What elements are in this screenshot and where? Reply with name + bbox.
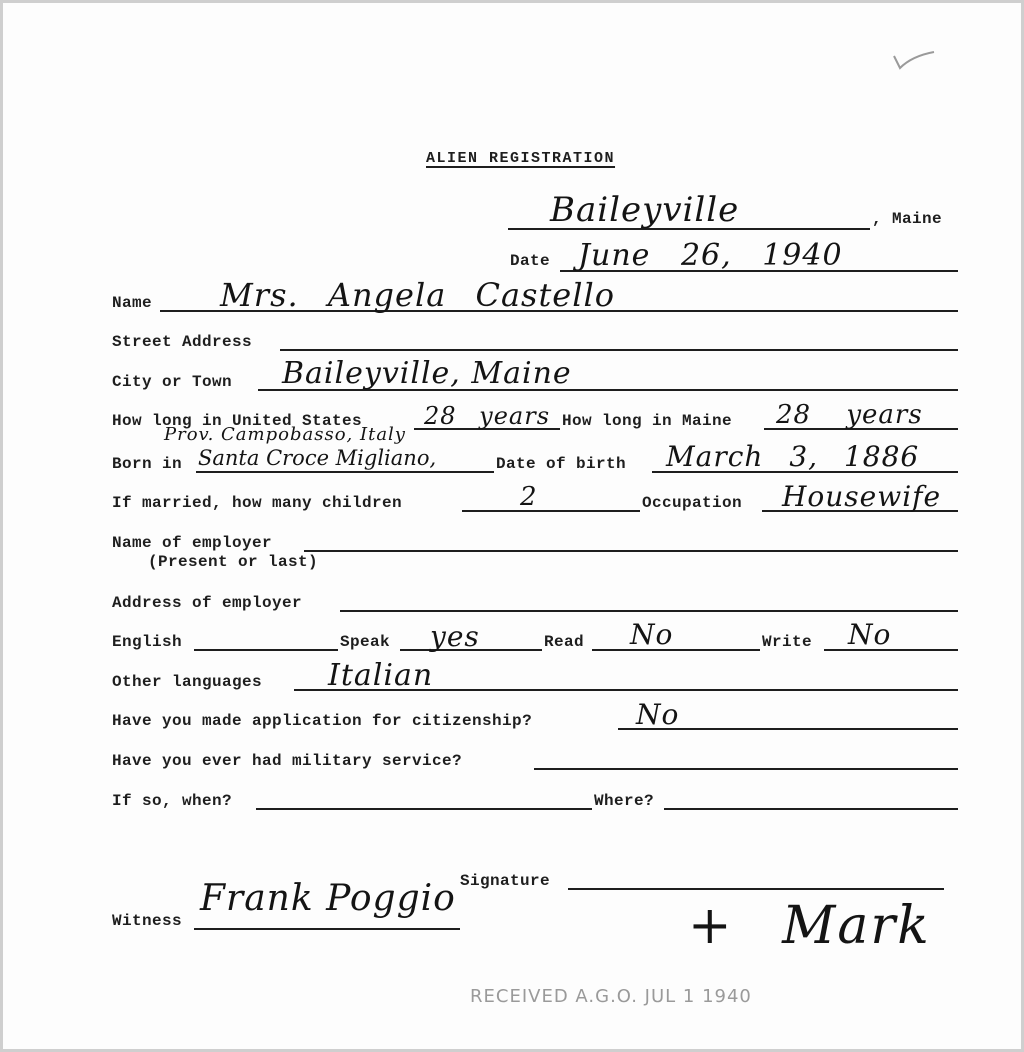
- date-label: Date: [510, 252, 551, 270]
- signature-line: [568, 888, 944, 890]
- signature-label: Signature: [460, 872, 551, 890]
- born-in-line: [196, 471, 494, 473]
- occupation-value: Housewife: [782, 480, 942, 513]
- other-languages-value: Italian: [328, 658, 434, 693]
- years-us-value: 28 years: [424, 402, 551, 430]
- name-label: Name: [112, 294, 153, 312]
- years-maine-label: How long in Maine: [562, 412, 733, 430]
- read-line: [592, 649, 760, 651]
- check-mark-icon: [890, 48, 938, 72]
- birth-province-value: Prov. Campobasso, Italy: [164, 424, 406, 445]
- speak-label: Speak: [340, 633, 391, 651]
- name-value: Mrs. Angela Castello: [220, 276, 615, 314]
- witness-label: Witness: [112, 912, 183, 930]
- citizenship-label: Have you made application for citizenship?: [112, 712, 533, 730]
- where-label: Where?: [594, 792, 655, 810]
- employer-name-line: [304, 550, 958, 552]
- street-address-label: Street Address: [112, 333, 253, 351]
- speak-value: yes: [430, 620, 480, 653]
- date-value: June 26, 1940: [578, 238, 843, 273]
- street-address-line: [280, 349, 958, 351]
- write-label: Write: [762, 633, 813, 651]
- employer-name-label: Name of employer: [112, 534, 273, 552]
- years-maine-value: 28 years: [776, 400, 923, 430]
- when-label: If so, when?: [112, 792, 233, 810]
- form-title: ALIEN REGISTRATION: [426, 150, 616, 167]
- years-us-label: How long in United States: [112, 412, 363, 430]
- where-line: [664, 808, 958, 810]
- english-line: [194, 649, 338, 651]
- employer-note-label: (Present or last): [148, 553, 319, 571]
- date-of-birth-label: Date of birth: [496, 455, 627, 473]
- city-label: City or Town: [112, 373, 233, 391]
- read-value: No: [630, 618, 674, 651]
- read-label: Read: [544, 633, 585, 651]
- children-value: 2: [520, 482, 538, 512]
- occupation-label: Occupation: [642, 494, 743, 512]
- children-line: [462, 510, 640, 512]
- town-value: Baileyville: [550, 190, 740, 230]
- signature-mark-value: + Mark: [688, 896, 931, 956]
- english-label: English: [112, 633, 183, 651]
- when-line: [256, 808, 592, 810]
- write-value: No: [848, 618, 892, 651]
- children-label: If married, how many children: [112, 494, 403, 512]
- citizenship-value: No: [636, 698, 680, 731]
- witness-signature-value: Frank Poggio: [200, 878, 456, 919]
- military-line: [534, 768, 958, 770]
- military-label: Have you ever had military service?: [112, 752, 463, 770]
- employer-address-line: [340, 610, 958, 612]
- state-label: , Maine: [872, 210, 943, 228]
- date-of-birth-value: March 3, 1886: [666, 440, 920, 473]
- city-value: Baileyville, Maine: [282, 356, 572, 391]
- received-stamp: RECEIVED A.G.O. JUL 1 1940: [470, 986, 752, 1007]
- employer-address-label: Address of employer: [112, 594, 303, 612]
- witness-line: [194, 928, 460, 930]
- other-languages-label: Other languages: [112, 673, 263, 691]
- born-in-label: Born in: [112, 455, 183, 473]
- birth-place-value: Santa Croce Migliano,: [198, 446, 437, 470]
